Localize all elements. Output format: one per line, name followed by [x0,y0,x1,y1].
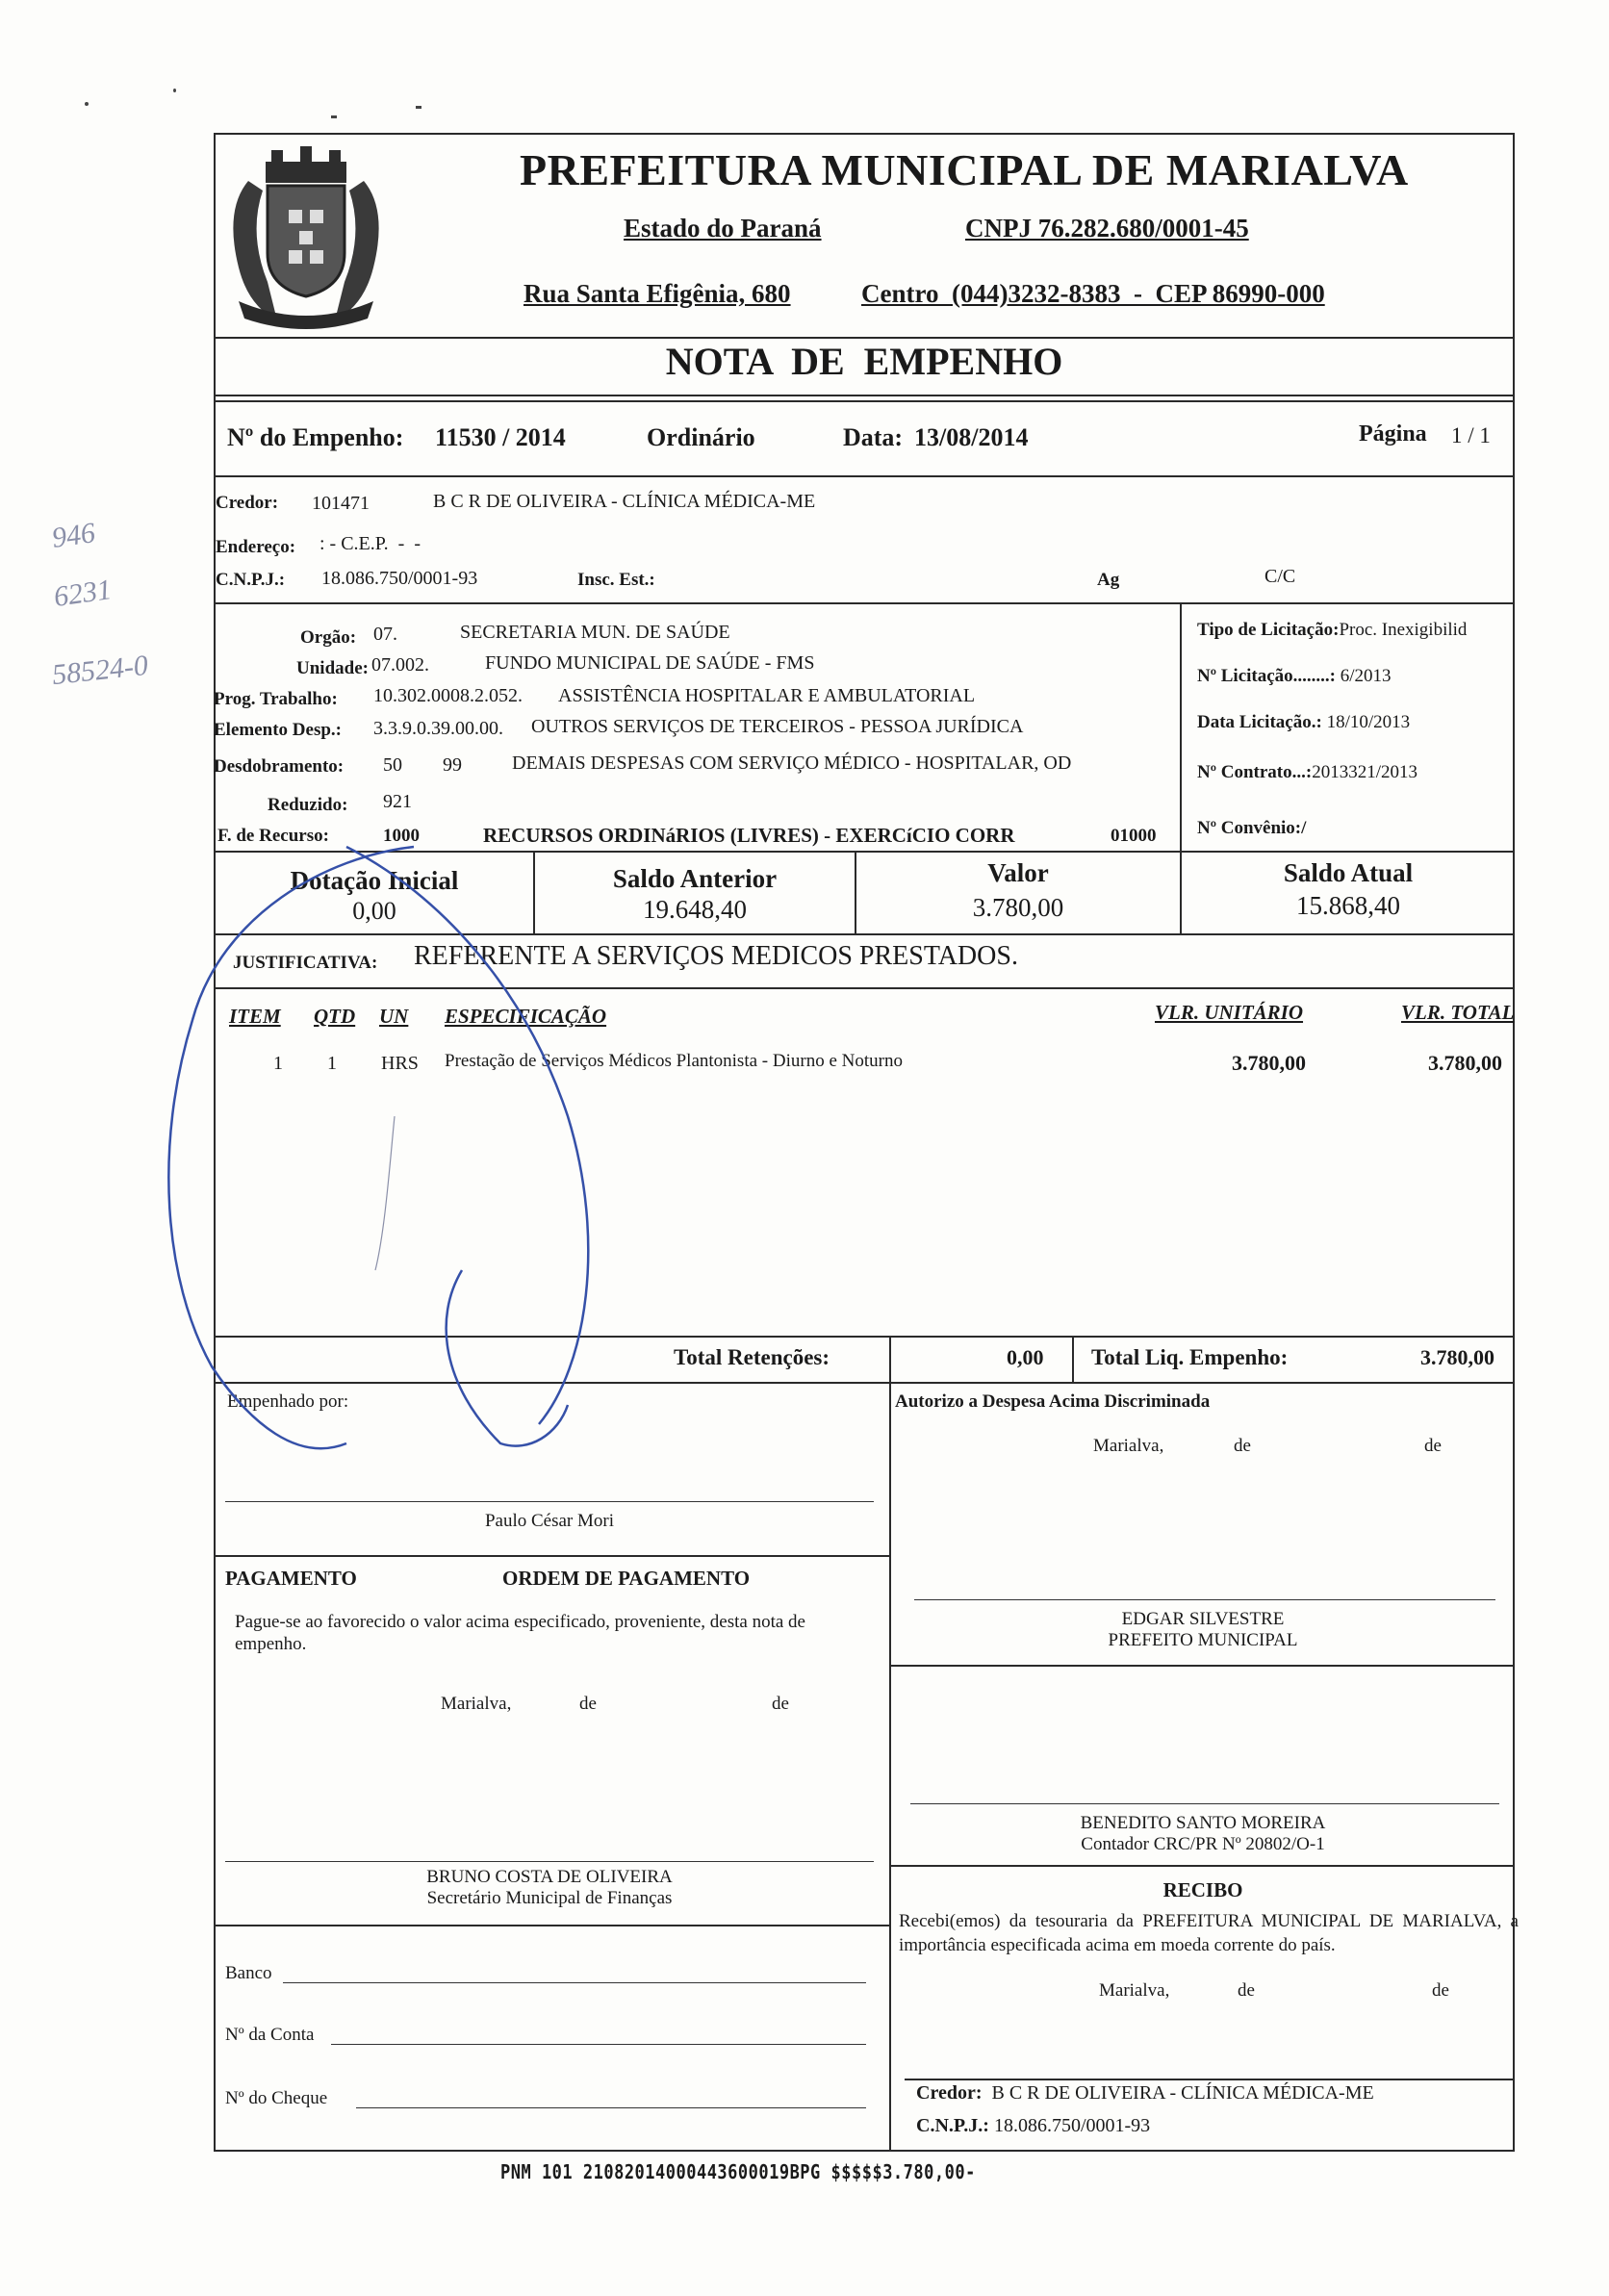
total-retencoes-value: 0,00 [1007,1345,1044,1369]
item-spec: Prestação de Serviços Médicos Plantonista - Diurno e Noturno [445,1051,903,1071]
contador-title: Contador CRC/PR Nº 20802/O-1 [1081,1834,1325,1854]
agency-label: Ag [1097,570,1120,590]
municipality-contact: Centro (044)3232-8383 - CEP 86990-000 [861,279,1325,308]
total-liq-label: Total Liq. Empenho: [1091,1345,1289,1369]
pagamento-de-2: de [772,1694,789,1714]
cheque-label: Nº do Cheque [225,2088,328,2108]
total-liq-value: 3.780,00 [1420,1345,1494,1369]
empenho-number: 11530 / 2014 [435,423,566,451]
recibo-text: Recebi(emos) da tesouraria da PREFEITURA MUNICIPAL DE MARIALVA, a importância especificada acima em moeda corrente do país. [899,1911,1519,1955]
empenho-date: 13/08/2014 [914,423,1029,451]
scan-speck [85,102,89,106]
saldo-anterior-value: 19.648,40 [643,895,747,924]
scan-speck [331,115,337,118]
empenho-number-label: Nº do Empenho: [227,423,404,451]
recibo-de-1: de [1238,1980,1255,2001]
recurso-label: F. de Recurso: [217,826,329,846]
coat-of-arms-logo [219,142,393,335]
desdobramento-name: DEMAIS DESPESAS COM SERVIÇO MÉDICO - HOSPITALAR, OD [512,753,1072,774]
un-col-header: UN [379,1005,409,1028]
prefeito-name: EDGAR SILVESTRE [1121,1609,1285,1629]
elemento-name: OUTROS SERVIÇOS DE TERCEIROS - PESSOA JURÍDICA [531,716,1024,737]
autorizo-city: Marialva, [1093,1436,1164,1456]
banco-label: Banco [225,1963,272,1983]
elemento-label: Elemento Desp.: [214,720,342,740]
pagamento-label: PAGAMENTO [225,1567,357,1590]
pagamento-de-1: de [579,1694,597,1714]
saldo-anterior-label: Saldo Anterior [612,864,778,893]
secretario-title: Secretário Municipal de Finanças [426,1888,673,1908]
conta-label: Nº da Conta [225,2025,315,2045]
insc-est-label: Insc. Est.: [577,570,655,590]
credor-cnpj-label: C.N.P.J.: [216,570,286,590]
pagamento-city: Marialva, [441,1694,512,1714]
desdobramento-code-1: 50 [383,754,402,776]
handwritten-signature [135,828,635,1520]
recurso-code: 1000 [383,826,420,846]
recurso-name: RECURSOS ORDINáRIOS (LIVRES) - EXERCíCIO CORR [483,824,1015,847]
spec-col-header: ESPECIFICAÇÃO [445,1005,607,1028]
margin-note-1: 946 [49,517,98,554]
orgao-code: 07. [373,624,397,645]
unidade-code: 07.002. [371,654,429,676]
credor-code: 101471 [312,493,370,514]
justificativa-label: JUSTIFICATIVA: [233,953,378,973]
scan-speck [173,89,176,92]
prog-trabalho-code: 10.302.0008.2.052. [373,685,523,706]
valor-label: Valor [987,858,1049,887]
autorizo-de-2: de [1424,1436,1442,1456]
empenho-date-label: Data: [843,423,904,451]
recibo-label: RECIBO [1162,1878,1243,1901]
margin-note-3: 58524-0 [50,649,150,692]
document-title: NOTA DE EMPENHO [665,340,1063,383]
item-unit: HRS [381,1053,419,1074]
item-qtd: 1 [327,1053,337,1074]
recibo-cnpj: C.N.P.J.: 18.086.750/0001-93 [916,2115,1151,2136]
reduzido-value: 921 [383,791,412,812]
valor-value: 3.780,00 [972,893,1064,922]
tipo-licitacao: Tipo de Licitação:Proc. Inexigibilid [1197,620,1468,640]
qtd-col-header: QTD [314,1005,356,1028]
orgao-label: Orgão: [300,627,357,648]
scan-speck [416,106,421,109]
autorizo-label: Autorizo a Despesa Acima Discriminada [895,1391,1211,1412]
municipality-address: Rua Santa Efigênia, 680 [524,279,791,308]
item-col-header: ITEM [229,1005,281,1028]
data-licitacao: Data Licitação.: 18/10/2013 [1197,712,1411,732]
desdobramento-label: Desdobramento: [214,756,345,777]
autorizo-de-1: de [1234,1436,1251,1456]
elemento-code: 3.3.9.0.39.00.00. [373,718,503,739]
numero-convenio: Nº Convênio:/ [1197,818,1307,838]
recibo-city: Marialva, [1099,1980,1170,2001]
pagamento-text: Pague-se ao favorecido o valor acima especificado, proveniente, desta nota de empenho. [235,1612,805,1654]
credor-address-label: Endereço: [216,537,296,557]
prog-trabalho-name: ASSISTÊNCIA HOSPITALAR E AMBULATORIAL [558,685,976,706]
credor-cnpj: 18.086.750/0001-93 [321,568,478,589]
page-label: Página [1359,421,1427,446]
margin-note-2: 6231 [51,573,114,614]
saldo-atual-value: 15.868,40 [1296,891,1400,920]
credor-label: Credor: [216,493,279,513]
empenho-type: Ordinário [647,423,755,451]
unidade-name: FUNDO MUNICIPAL DE SAÚDE - FMS [485,652,815,674]
footer-code: PNM 101 21082014000443600019BPG $$$$$3.780,00- [500,2161,976,2184]
reduzido-label: Reduzido: [268,795,348,815]
unidade-label: Unidade: [296,658,369,678]
item-total: 3.780,00 [1428,1051,1502,1075]
empenhado-por-name: Paulo César Mori [484,1511,615,1531]
account-label: C/C [1264,566,1296,587]
dotacao-inicial-value: 0,00 [352,897,396,925]
prefeito-title: PREFEITO MUNICIPAL [1108,1630,1298,1650]
recibo-credor: Credor: B C R DE OLIVEIRA - CLÍNICA MÉDICA-ME [916,2082,1374,2104]
dotacao-inicial-label: Dotação Inicial [290,866,459,895]
numero-contrato: Nº Contrato...:2013321/2013 [1197,762,1417,782]
total-retencoes-label: Total Retenções: [674,1345,830,1369]
desdobramento-code-2: 99 [443,754,462,776]
state-name: Estado do Paraná [624,214,822,242]
secretario-name: BRUNO COSTA DE OLIVEIRA [426,1867,673,1887]
recibo-de-2: de [1432,1980,1449,2001]
credor-address: : - C.E.P. - - [319,533,421,554]
credor-name: B C R DE OLIVEIRA - CLÍNICA MÉDICA-ME [433,491,816,512]
recurso-number: 01000 [1111,826,1157,846]
empenhado-por-label: Empenhado por: [227,1391,349,1412]
total-col-header: VLR. TOTAL [1401,1001,1515,1024]
item-number: 1 [273,1053,283,1074]
item-unit-price: 3.780,00 [1232,1051,1306,1075]
prog-trabalho-label: Prog. Trabalho: [214,689,338,709]
justificativa-text: REFERENTE A SERVIÇOS MEDICOS PRESTADOS. [414,941,1018,971]
ordem-pagamento-label: ORDEM DE PAGAMENTO [502,1567,751,1590]
saldo-atual-label: Saldo Atual [1283,858,1414,887]
page-number: 1 / 1 [1451,423,1491,447]
unit-price-col-header: VLR. UNITÁRIO [1155,1001,1304,1024]
contador-name: BENEDITO SANTO MOREIRA [1080,1813,1326,1833]
numero-licitacao: Nº Licitação........: 6/2013 [1197,666,1392,686]
municipality-title: PREFEITURA MUNICIPAL DE MARIALVA [520,145,1409,194]
orgao-name: SECRETARIA MUN. DE SAÚDE [460,622,730,643]
municipality-cnpj: CNPJ 76.282.680/0001-45 [965,214,1249,242]
